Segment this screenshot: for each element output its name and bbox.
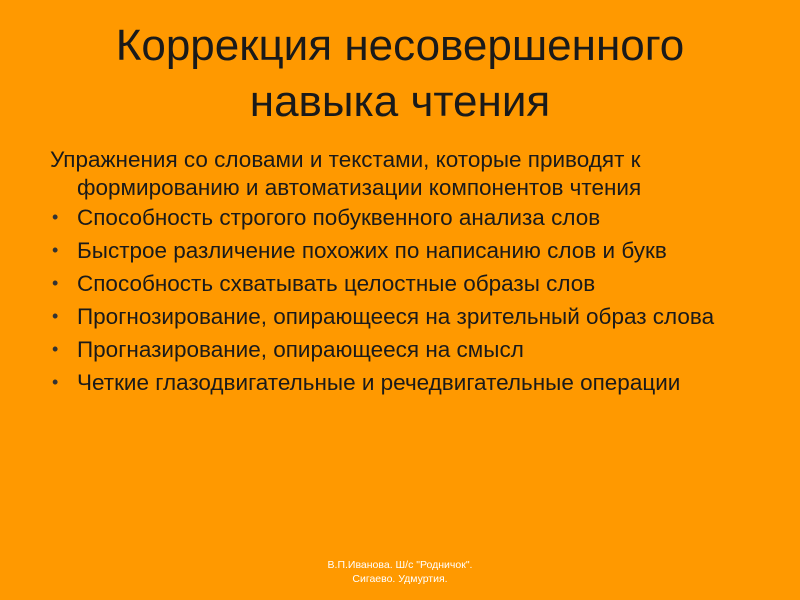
slide-body (50, 146, 750, 402)
slide-title (40, 18, 760, 130)
bullet-item (50, 369, 750, 397)
bullet-text: Прогназирование, опирающееся на смысл (77, 337, 524, 362)
bullet-item (50, 336, 750, 364)
slide-title-line-1: Коррекция несовершенного (115, 21, 685, 70)
bullet-icon: • (52, 207, 59, 227)
slide-footer (250, 558, 550, 586)
bullet-icon: • (52, 306, 59, 326)
bullet-item (50, 237, 750, 265)
bullet-icon: • (52, 339, 59, 359)
bullet-item (50, 204, 750, 232)
bullet-text: Способность схватывать целостные образы слов (77, 271, 596, 296)
intro-paragraph: Упражнения со словами и текстами, которые приводят к формированию и автоматизации компонентов чтения (50, 147, 642, 200)
bullet-text: Прогнозирование, опирающееся на зрительный образ слова (77, 304, 715, 329)
bullet-list (50, 204, 750, 397)
bullet-text: Быстрое различение похожих по написанию слов и букв (77, 238, 667, 263)
bullet-icon: • (52, 273, 59, 293)
slide-title-line-2: навыка чтения (249, 77, 551, 126)
footer-line-1: В.П.Иванова. Ш/с "Родничок". (327, 559, 473, 571)
bullet-item (50, 270, 750, 298)
bullet-item (50, 303, 750, 331)
bullet-text: Четкие глазодвигательные и речедвигательные операции (77, 370, 681, 395)
footer-line-2: Сигаево. Удмуртия. (352, 573, 448, 585)
bullet-text: Способность строгого побуквенного анализа слов (77, 205, 601, 230)
bullet-icon: • (52, 372, 59, 392)
bullet-icon: • (52, 240, 59, 260)
